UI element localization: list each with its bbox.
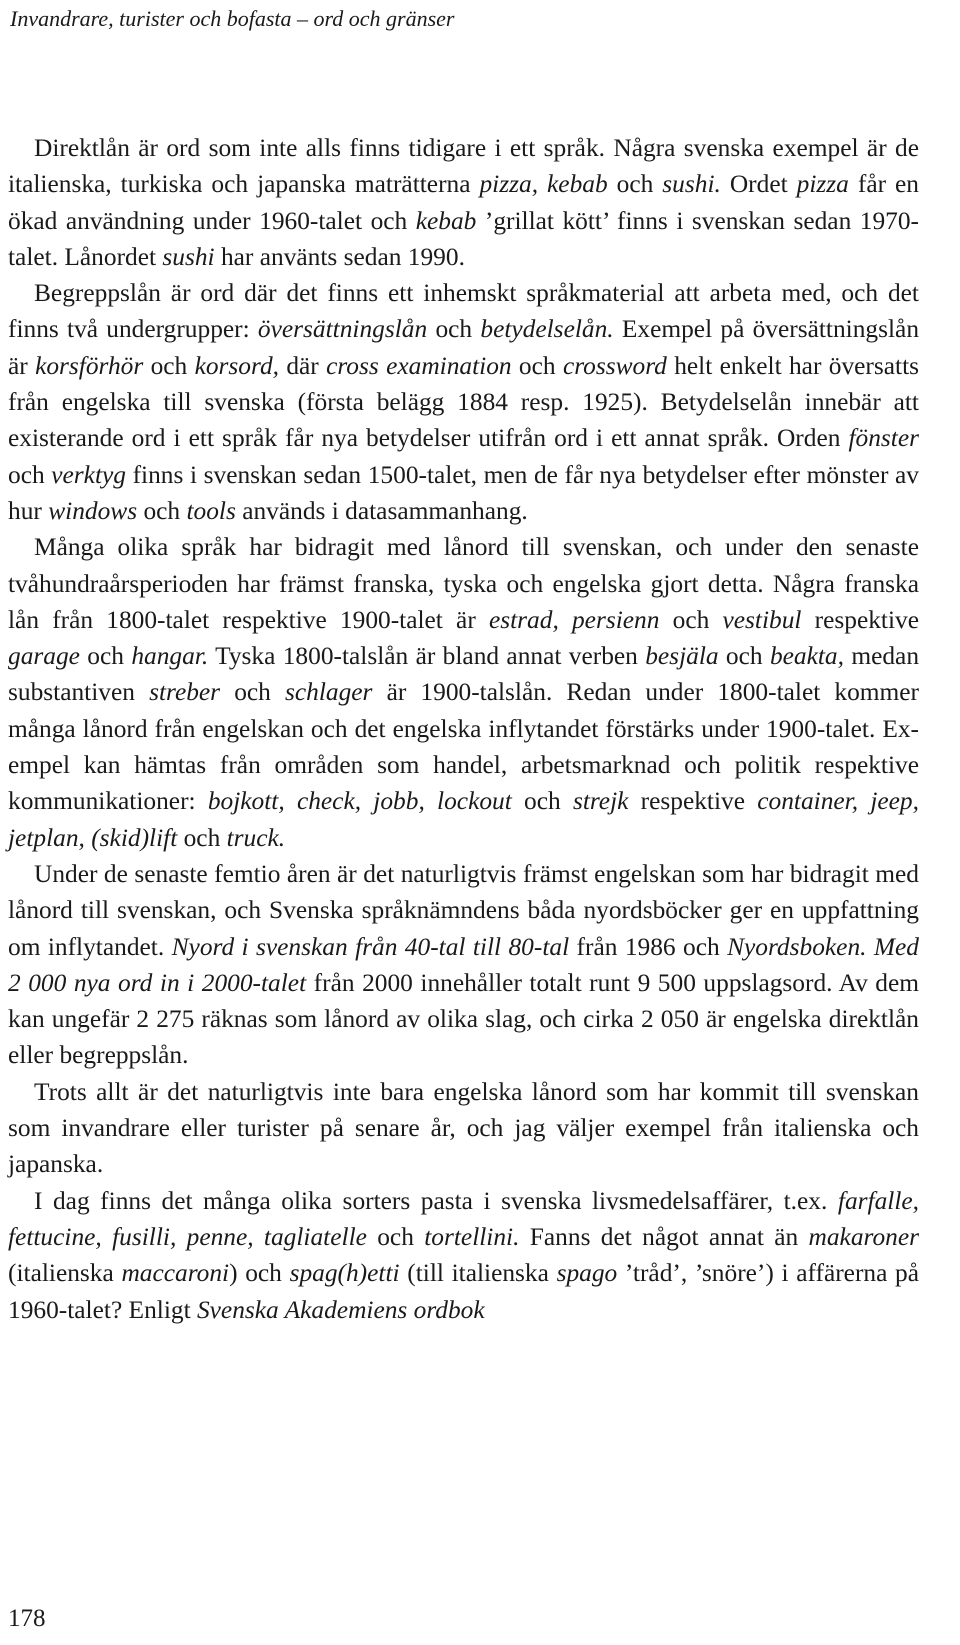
text-run: ) och (229, 1259, 290, 1288)
page-number: 178 (8, 1605, 46, 1632)
text-run: Begreppslån är ord där det finns ett inhemskt språkmaterial att arbeta med, och det finns två undergrupper: (8, 279, 919, 344)
paragraph (8, 275, 919, 529)
text-run: får en ökad användning under 1960-talet och (8, 170, 919, 235)
text-run: och (718, 642, 770, 671)
text-run: helt enkelt har översatts från engelska till svenska (första belägg 1884 resp. 1925). Betydelselån innebär att existerande ord i ett språk får nya betydelser utifrån ord i ett annat språk. Orden (8, 351, 920, 453)
text-run: och (366, 1222, 425, 1251)
text-run: där (278, 351, 327, 380)
text-run: Många olika språk har bidragit med lånord till svenskan, och under den senaste tvåhundraårsperioden har främst franska, tyska och engelska gjort detta. Några franska lån från 1800-talet respektive 1900-talet är (8, 533, 919, 634)
text-run: och (143, 351, 195, 380)
text-run: och (137, 496, 187, 525)
paragraph (8, 1074, 919, 1183)
text-run: från 1986 och (569, 932, 728, 961)
italic-run: container, jeep, jetplan, (skid)lift (8, 787, 919, 852)
text-run: I dag finns det många olika sorters pasta i svenska livsmedelsaffärer, t.ex. (34, 1186, 838, 1215)
italic-run: korsord, (194, 351, 279, 380)
paragraph (8, 1183, 919, 1328)
text-run: medan substantiven (8, 642, 920, 707)
italic-run: kebab (415, 206, 477, 235)
text-run: respektive (628, 787, 758, 816)
italic-run: cross examination (326, 351, 512, 380)
text-run: ’grillat kött’ finns i svenskan sedan 1970-talet. Lånordet (8, 206, 920, 271)
text-run: (till italienska (399, 1259, 557, 1288)
italic-run: garage (8, 642, 80, 671)
italic-run: estrad, persienn (488, 605, 660, 634)
text-run: från 2000 innehåller totalt runt 9 500 uppslagsord. Av dem kan ungefär 2 275 räknas som lånord av olika slag, och cirka 2 050 är engelska direktlån eller begreppslån. (8, 968, 920, 1070)
italic-run: tortellini. (424, 1222, 520, 1251)
text-run: och (511, 351, 563, 380)
text-run: och (427, 315, 481, 344)
italic-run: pizza (796, 170, 849, 199)
text-run: är 1900-talslån. Redan under 1800-talet kommer många lånord från engelskan och det engelska inflytandet förstärks under 1900-talet. Exempel kan hämtas från områden som handel, arbetsmarknad och politik respektive kommunikationer: (8, 678, 920, 816)
italic-run: beakta, (769, 642, 844, 671)
text-run: och (511, 787, 573, 816)
italic-run: vestibul (722, 605, 802, 634)
text-run: används i datasammanhang. (235, 496, 528, 525)
italic-run: maccaroni (121, 1259, 230, 1288)
italic-run: truck. (226, 823, 286, 852)
italic-run: besjäla (645, 642, 719, 671)
text-run: Fanns det något annat än (519, 1222, 809, 1251)
italic-run: korsförhör (35, 351, 144, 380)
italic-run: Nyord i svenskan från 40-tal till 80-tal (171, 932, 570, 961)
text-run: ’tråd’, ’snöre’) i affärerna på 1960-talet? Enligt (8, 1259, 920, 1324)
text-run: och (177, 823, 227, 852)
text-run: och (79, 642, 132, 671)
paragraph (8, 529, 919, 856)
italic-run: schlager (285, 678, 373, 707)
text-run: och (607, 170, 663, 199)
italic-run: pizza, kebab (479, 170, 608, 199)
italic-run: crossword (562, 351, 667, 380)
italic-run: hangar. (131, 642, 209, 671)
running-header: Invandrare, turister och bofasta – ord och gränser (10, 6, 455, 31)
text-run: finns i svenskan sedan 1500-talet, men de får nya betydelser efter mönster av hur (8, 460, 919, 525)
italic-run: Svenska Akademiens ordbok (196, 1295, 485, 1324)
text-run: Ordet (720, 170, 797, 199)
italic-run: spago (556, 1259, 618, 1288)
italic-run: spag(h)etti (289, 1259, 400, 1288)
text-run: Under de senaste femtio åren är det naturligtvis främst engelskan som har bidragit med lånord till svenskan, och Svenska språknämndens båda nyordsböcker ger en uppfattning om inflytandet. (8, 859, 919, 961)
paragraph (8, 856, 919, 1074)
paragraph (8, 130, 919, 275)
text-run: Exempel på översättningslån är (8, 315, 920, 380)
italic-run: tools (186, 496, 236, 525)
italic-run: översättningslån (257, 315, 428, 344)
italic-run: windows (48, 496, 138, 525)
italic-run: betydelselån. (480, 315, 614, 344)
italic-run: fönster (848, 424, 919, 453)
italic-run: makaroner (808, 1222, 919, 1251)
italic-run: sushi. (662, 170, 721, 199)
body-text (8, 130, 919, 1328)
italic-run: verktyg (51, 460, 126, 489)
text-run: och (8, 460, 52, 489)
italic-run: strejk (572, 787, 629, 816)
text-run: och (659, 605, 723, 634)
italic-run: bojkott, check, jobb, lockout (207, 787, 512, 816)
text-run: Trots allt är det naturligtvis inte bara engelska lånord som har kommit till svenskan som invandrare eller turister på senare år, och jag väljer exempel från italienska och japanska. (8, 1077, 919, 1179)
text-run: har använts sedan 1990. (214, 242, 465, 271)
text-run: och (220, 678, 285, 707)
italic-run: sushi (162, 242, 215, 271)
italic-run: farfalle, fettucine, fusilli, penne, tagliatelle (8, 1186, 919, 1251)
italic-run: streber (149, 678, 221, 707)
italic-run: Nyordsboken. Med 2 000 nya ord in i 2000-talet (8, 932, 920, 997)
text-run: Tyska 1800-talslån är bland annat verben (208, 642, 646, 671)
text-run: (italienska (8, 1259, 122, 1288)
text-run: Direktlån är ord som inte alls finns tidigare i ett språk. Några svenska exempel är de italienska, turkiska och japanska maträtterna (8, 134, 919, 199)
text-run: respektive (801, 605, 919, 634)
